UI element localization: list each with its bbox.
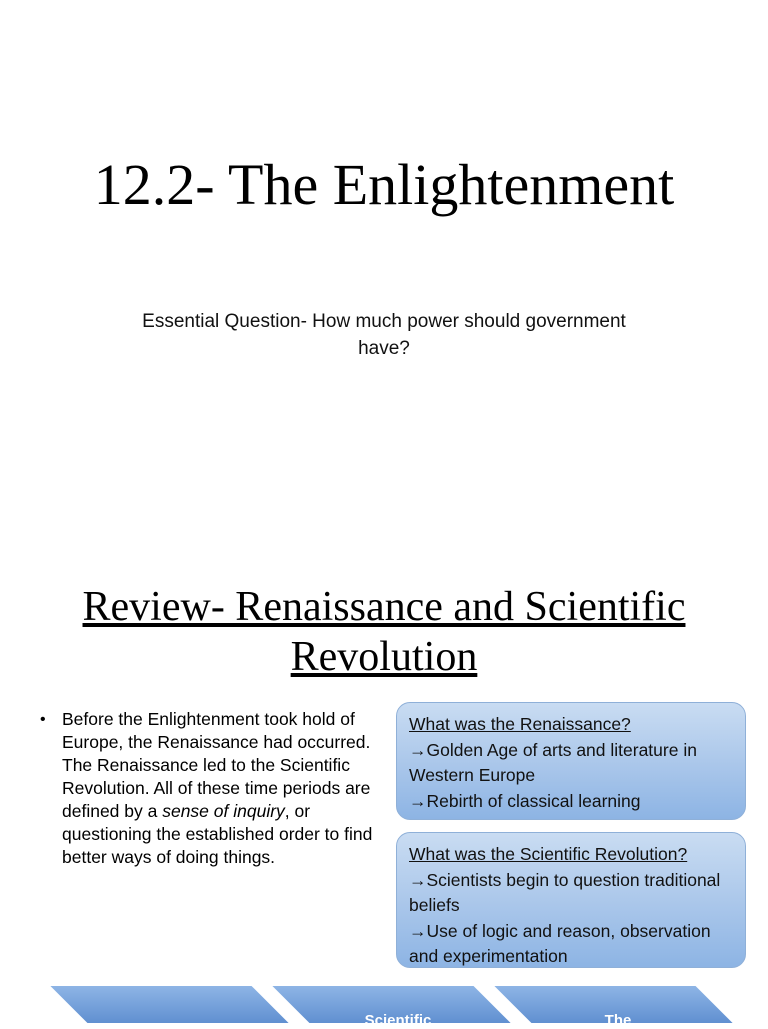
bullet-emphasis: sense of inquiry [162, 801, 285, 821]
review-title: Review- Renaissance and Scientific Revolution [82, 584, 686, 680]
scientific-revolution-box-title: What was the Scientific Revolution? [409, 844, 688, 864]
timeline-label-3: The [604, 1012, 632, 1029]
bullet-text-before: Before the Enlightenment took hold of Europe, the Renaissance had occurred. The Renaissance led to the Scientific Revolution. All of these time periods are defined by a [62, 709, 371, 821]
scientific-revolution-box [396, 832, 746, 968]
scientific-revolution-point-2: →Use of logic and reason, observation and experimentation [409, 920, 711, 966]
renaissance-box-title: What was the Renaissance? [409, 714, 631, 734]
bullet-text [62, 708, 380, 869]
timeline-chevron-1 [48, 985, 291, 1024]
essential-question: Essential Question- How much power should government have? [142, 311, 626, 359]
bullet-text-after: , or questioning the established order to find better ways of doing things. [62, 801, 373, 867]
renaissance-point-2: →Rebirth of classical learning [409, 790, 641, 811]
renaissance-box [396, 702, 746, 820]
scientific-revolution-point-1: →Scientists begin to question traditional beliefs [409, 869, 721, 915]
bullet-icon: • [40, 711, 46, 728]
review-bullet [40, 708, 380, 869]
renaissance-point-1: →Golden Age of arts and literature in Western Europe [409, 739, 697, 785]
page-title: 12.2- The Enlightenment [93, 152, 675, 217]
timeline-label-2: Scientific [364, 1012, 432, 1029]
